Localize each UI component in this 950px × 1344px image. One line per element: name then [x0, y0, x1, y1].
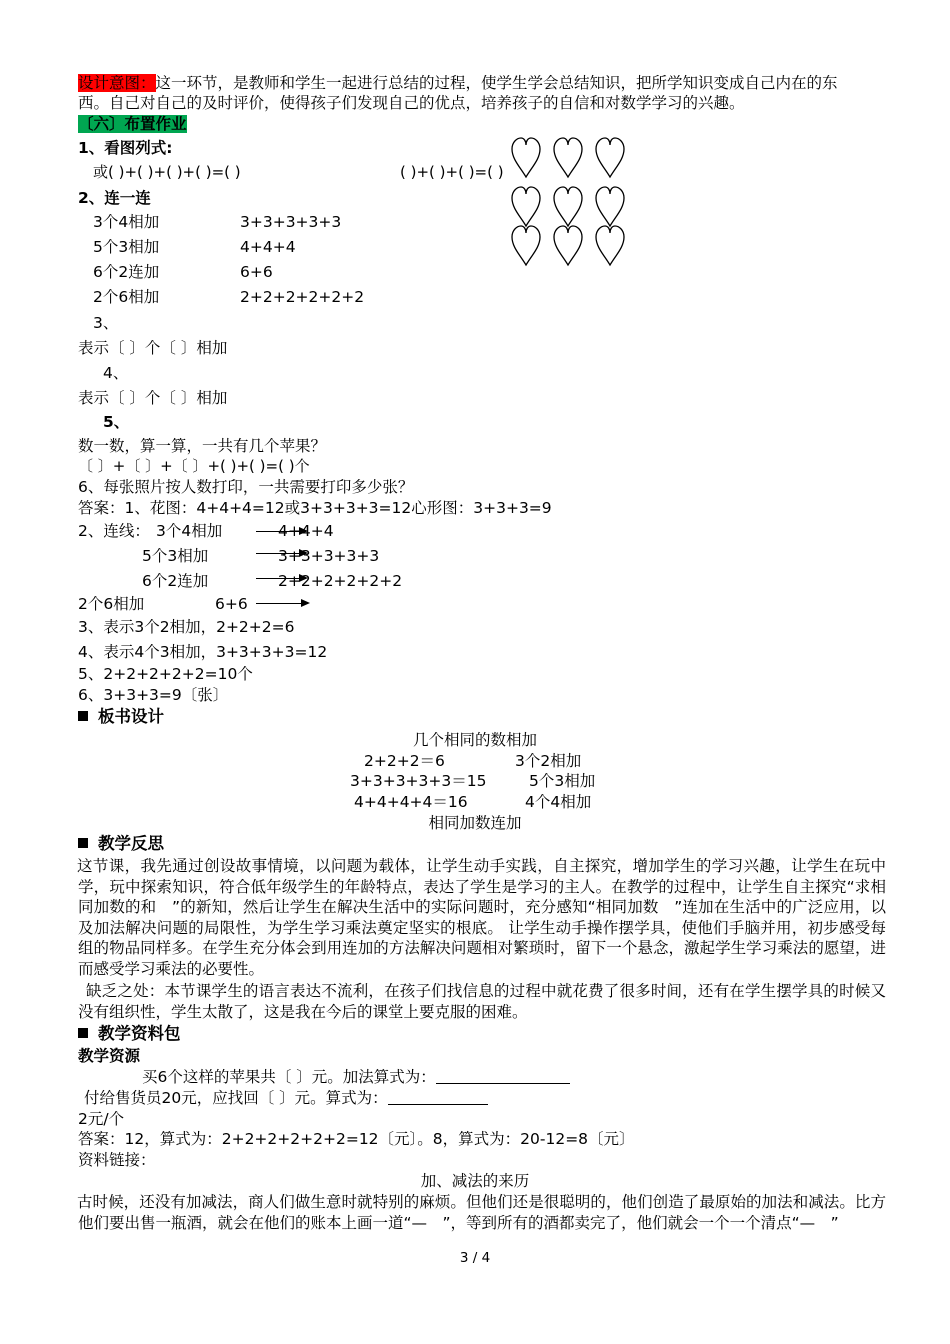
q5-number: 5、: [103, 413, 130, 431]
reflection-paragraph: 这节课，我先通过创设故事情境，以问题为载体，让学生动手实践，自主探究，增加学生的学习兴趣，让学生在玩中学，玩中探索知识，符合低年级学生的年龄特点，表达了学生是学习的主人。在教学的过程中，让学生自主探究“求相同加数的和 ”的新知，然后让学生在解决生活中的实际问题时，充分感知“相同加数 ”连加在生活中的广泛应用，以及加法解决问题的局限性，为学生学习乘法奠定坚实的根底。 让学生动手操作摆学具，使他们手脑并用，初步感受每组的物品同样多。在学生充分体会到用连加的方法解决问题相对繁琐时，留下一个悬念，激起学生学习乘法的愿望，进而感受学习乘法的必要性。: [77, 857, 886, 978]
heart-icon: [510, 225, 542, 267]
resources-subtitle: 教学资源: [78, 1047, 141, 1065]
answer-2-right: 3+3+3+3+3: [278, 547, 380, 565]
resource-question-1: 买6个这样的苹果共〔 〕元。加法算式为：: [142, 1067, 570, 1087]
q2-title: 2、连一连: [78, 189, 151, 207]
q4-text: 表示〔 〕个〔 〕相加: [78, 389, 228, 407]
answer-2-right: 2+2+2+2+2+2: [278, 572, 403, 590]
q2-left-item: 2个6相加: [93, 288, 160, 306]
q2-right-item: 4+4+4: [240, 238, 296, 256]
q2-right-item: 6+6: [240, 263, 273, 281]
story-text: 古时候，还没有加减法，商人们做生意时就特别的麻烦。但他们还是很聪明的，他们创造了最原始的加法和减法。比方他们要出售一瓶酒，就会在他们的账本上画一道“— ”，等到所有的酒都卖完了，他们就会一个一个清点“— ”: [77, 1193, 886, 1232]
square-bullet-icon: [78, 1028, 88, 1038]
board-footer: 相同加数连加: [428, 814, 522, 832]
heart-icon: [594, 137, 626, 179]
answer-blank[interactable]: [436, 1067, 570, 1084]
q5-question: 数一数，算一算，一共有几个苹果？: [78, 437, 327, 455]
resource-answer: 答案：12，算式为：2+2+2+2+2+2=12〔元〕。8，算式为：20-12=8〔元〕: [78, 1130, 635, 1148]
heart-icon: [510, 137, 542, 179]
board-expr: 2+2+2＝6: [364, 752, 445, 770]
connect-arrow: [256, 603, 308, 604]
answer-6: 6、3+3+3=9〔张〕: [78, 686, 229, 704]
answer-4: 4、表示4个3相加，3+3+3+3=12: [78, 643, 328, 661]
board-desc: 3个2相加: [515, 752, 582, 770]
heart-icon: [552, 137, 584, 179]
board-title: 板书设计: [78, 707, 164, 727]
q1-title: 1、看图列式:: [78, 139, 173, 157]
q3-number: 3、: [93, 314, 119, 332]
q1-right-blanks: ( )+( )+( )=( ): [400, 163, 504, 181]
answer-2-left: 3个4相加: [156, 522, 223, 540]
q4-number: 4、: [103, 364, 129, 382]
board-expr: 4+4+4+4＝16: [354, 793, 468, 811]
q2-right-item: 3+3+3+3+3: [240, 213, 342, 231]
q3-text: 表示〔 〕个〔 〕相加: [78, 339, 228, 357]
answer-2-left: 5个3相加: [142, 547, 209, 565]
answer-2-head: 2、连线：: [78, 522, 150, 540]
reflection-title: 教学反思: [78, 834, 164, 854]
resource-price: 2元/个: [78, 1110, 125, 1128]
heart-icon: [594, 225, 626, 267]
design-intent-line1: 设计意图：这一环节，是教师和学生一起进行总结的过程，使学生学会总结知识，把所学知识变成自己内在的东: [78, 74, 838, 92]
q5-blanks: 〔 〕+〔 〕+〔 〕+( )+( )=( )个: [78, 457, 310, 475]
board-heading: 几个相同的数相加: [412, 731, 537, 749]
resources-title: 教学资料包: [78, 1024, 181, 1044]
resource-link-label: 资料链接：: [78, 1151, 156, 1169]
answer-blank[interactable]: [388, 1088, 488, 1105]
heart-icon: [510, 186, 542, 228]
reflection-shortcomings: 缺乏之处：本节课学生的语言表达不流利，在孩子们找信息的过程中就花费了很多时间，还有在学生摆学具的时候又没有组织性，学生太散了，这是我在今后的课堂上要克服的困难。: [78, 982, 886, 1021]
story-title: 加、减法的来历: [420, 1172, 530, 1190]
answer-2-left: 6个2连加: [142, 572, 209, 590]
board-desc: 5个3相加: [529, 772, 596, 790]
q1-left-blanks: 或( )+( )+( )+( )=( ): [93, 163, 241, 181]
answer-1: 答案：1、花图：4+4+4=12或3+3+3+3=12心形图：3+3+3=9: [78, 499, 552, 517]
q2-left-item: 3个4相加: [93, 213, 160, 231]
answer-2-left: 2个6相加: [78, 595, 145, 613]
answer-5: 5、2+2+2+2+2=10个: [78, 665, 253, 683]
q2-left-item: 6个2连加: [93, 263, 160, 281]
heart-icon: [594, 186, 626, 228]
resource-question-2: 付给售货员20元，应找回〔 〕元。算式为：: [84, 1088, 488, 1108]
q2-left-item: 5个3相加: [93, 238, 160, 256]
page-number: 3 / 4: [459, 1250, 491, 1266]
square-bullet-icon: [78, 711, 88, 721]
board-expr: 3+3+3+3+3＝15: [350, 772, 487, 790]
homework-title: 〔六〕布置作业: [78, 115, 187, 133]
heart-icon: [552, 186, 584, 228]
design-intent-label: 设计意图：: [78, 74, 156, 92]
answer-3: 3、表示3个2相加，2+2+2=6: [78, 618, 295, 636]
answer-2-right: 6+6: [215, 595, 248, 613]
q2-right-item: 2+2+2+2+2+2: [240, 288, 365, 306]
square-bullet-icon: [78, 838, 88, 848]
heart-icon: [552, 225, 584, 267]
board-desc: 4个4相加: [525, 793, 592, 811]
design-intent-line2: 西。自己对自己的及时评价，使得孩子们发现自己的优点，培养孩子的自信和对数学学习的兴趣。: [78, 94, 745, 112]
q6-question: 6、每张照片按人数打印，一共需要打印多少张？: [78, 478, 414, 496]
answer-2-right: 4+4+4: [278, 522, 334, 540]
